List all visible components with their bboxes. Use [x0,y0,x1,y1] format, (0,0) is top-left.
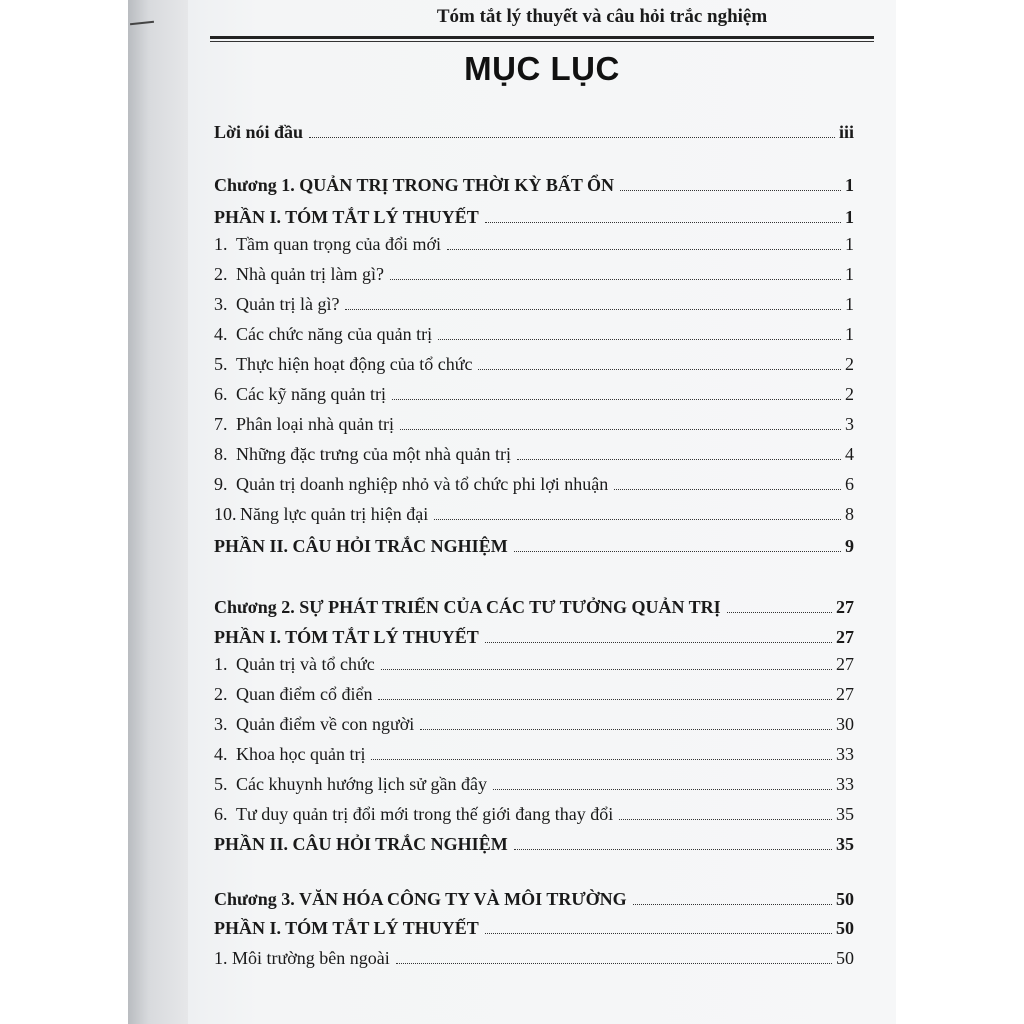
toc-entry-number: 4. [214,744,228,764]
toc-entry [214,204,854,228]
toc-entry-page: 2 [845,384,854,404]
toc-entry-number: 1. [214,654,228,674]
toc-entry-number: 1. [214,234,228,254]
toc-entry [214,681,854,705]
toc-entry-label: Khoa học quản trị [236,744,366,764]
toc-entry [214,172,854,196]
toc-entry-label: Các khuynh hướng lịch sử gần đây [236,774,487,794]
toc-entry-number: 2. [214,684,228,704]
toc-entry-label: Những đặc trưng của một nhà quản trị [236,444,511,464]
toc-entry [214,501,854,525]
dot-leader [396,963,832,964]
toc-entry-number: 3. [214,714,228,734]
book-page [188,0,896,1024]
toc-entry-page: 27 [836,627,854,647]
dot-leader [514,849,832,850]
toc-entry [214,351,854,375]
toc-entry-page: 3 [845,414,854,434]
dot-leader [420,729,832,730]
toc-entry-number: 10. [214,504,237,524]
toc-entry-number: 3. [214,294,228,314]
toc-entry [214,945,854,969]
toc-entry-label: Năng lực quản trị hiện đại [240,504,429,524]
running-header: Tóm tắt lý thuyết và câu hỏi trắc nghiệm [436,6,768,27]
toc-entry-label: Các chức năng của quản trị [236,324,433,344]
toc-entry-number: 6. [214,384,228,404]
toc-entry-page: 33 [836,774,854,794]
toc-entry [214,411,854,435]
toc-entry [214,651,854,675]
toc-entry-label: PHẦN I. TÓM TẮT LÝ THUYẾT [214,207,479,227]
toc-entry [214,291,854,315]
dot-leader [378,699,832,700]
toc-entry-label: Lời nói đầu [214,122,304,142]
toc-entry-number: 7. [214,414,228,434]
toc-entry [214,533,854,557]
toc-entry-page: 27 [836,684,854,704]
dot-leader [485,222,841,223]
toc-entry [214,741,854,765]
toc-entry [214,831,854,855]
dot-leader [392,399,841,400]
toc-entry-page: 50 [836,948,854,968]
toc-entry [214,624,854,648]
toc-entry-label: Quản điểm về con người [236,714,415,734]
toc-entry [214,381,854,405]
toc-entry [214,886,854,910]
toc-entry [214,261,854,285]
toc-entry-label: Phân loại nhà quản trị [236,414,394,434]
toc-entry-page: 4 [845,444,854,464]
toc-entry-label: Chương 3. VĂN HÓA CÔNG TY VÀ MÔI TRƯỜNG [214,889,627,909]
toc-entry-label: PHẦN I. TÓM TẮT LÝ THUYẾT [214,627,479,647]
toc-entry-label: Quản trị là gì? [236,294,340,314]
toc-entry-label: Các kỹ năng quản trị [236,384,386,404]
toc-entry-page: 27 [836,597,854,617]
dot-leader [620,190,841,191]
toc-entry-page: 27 [836,654,854,674]
toc-entry-page: 50 [836,889,854,909]
dot-leader [485,642,832,643]
toc-entry-page: 1 [845,234,854,254]
toc-entry-page: iii [838,122,854,142]
toc-entry [214,771,854,795]
dot-leader [400,429,841,430]
dot-leader [381,669,832,670]
toc-entry [214,441,854,465]
toc-entry-page: 1 [845,175,854,195]
dot-leader [309,137,835,138]
toc-entry-label: Tư duy quản trị đổi mới trong thế giới đang thay đổi [236,804,614,824]
toc-entry-label: Thực hiện hoạt động của tổ chức [236,354,473,374]
toc-entry-number: 2. [214,264,228,284]
toc-entry-number: 8. [214,444,228,464]
dot-leader [614,489,841,490]
toc-entry-page: 1 [845,324,854,344]
toc-entry [214,231,854,255]
toc-entry-label: PHẦN I. TÓM TẮT LÝ THUYẾT [214,918,479,938]
toc-entry-page: 1 [845,294,854,314]
toc-entry-label: Chương 1. QUẢN TRỊ TRONG THỜI KỲ BẤT ỔN [214,175,615,195]
dot-leader [438,339,841,340]
toc-entry-number: 9. [214,474,228,494]
toc-entry-page: 1 [845,207,854,227]
toc-entry-page: 1 [845,264,854,284]
toc-entry [214,471,854,495]
toc-entry-label: PHẦN II. CÂU HỎI TRẮC NGHIỆM [214,834,508,854]
toc-entry [214,915,854,939]
dot-leader [485,933,832,934]
toc-entry-label: Quản trị doanh nghiệp nhỏ và tổ chức phi lợi nhuận [236,474,609,494]
dot-leader [619,819,832,820]
toc-entry-page: 35 [836,834,854,854]
dot-leader [345,309,841,310]
toc-entry-page: 9 [845,536,854,556]
toc-entry-page: 35 [836,804,854,824]
toc-entry-number: 4. [214,324,228,344]
toc-entry-page: 8 [845,504,854,524]
dot-leader [447,249,841,250]
toc-entry [214,321,854,345]
toc-entry-label: PHẦN II. CÂU HỎI TRẮC NGHIỆM [214,536,508,556]
dot-leader [478,369,841,370]
toc-entry-page: 33 [836,744,854,764]
toc-entry-page: 50 [836,918,854,938]
toc-entry-label: Tầm quan trọng của đổi mới [236,234,441,254]
dot-leader [371,759,832,760]
header-rule [210,36,874,39]
header-rule-thin [210,41,874,42]
toc-entry-number: 5. [214,774,228,794]
book-spine-shadow [128,0,188,1024]
scan-background-left [0,0,128,1024]
toc-entry [214,711,854,735]
toc-title: MỤC LỤC [464,50,620,87]
toc-entry-label: 1. Môi trường bên ngoài [214,948,390,968]
toc-entry-number: 6. [214,804,228,824]
dot-leader [514,551,841,552]
dot-leader [434,519,841,520]
toc-entry [214,119,854,143]
toc-entry-label: Chương 2. SỰ PHÁT TRIỂN CỦA CÁC TƯ TƯỞNG QUẢN TRỊ [214,597,721,617]
dot-leader [390,279,841,280]
toc-entry [214,594,854,618]
dot-leader [727,612,832,613]
toc-entry-label: Quản trị và tổ chức [236,654,375,674]
toc-entry-page: 6 [845,474,854,494]
dot-leader [633,904,832,905]
toc-entry-label: Quan điểm cổ điển [236,684,373,704]
scan-background-right [896,0,1024,1024]
dot-leader [517,459,841,460]
toc-entry-number: 5. [214,354,228,374]
toc-entry-page: 30 [836,714,854,734]
toc-entry-page: 2 [845,354,854,374]
toc-entry [214,801,854,825]
toc-entry-label: Nhà quản trị làm gì? [236,264,384,284]
dot-leader [493,789,832,790]
